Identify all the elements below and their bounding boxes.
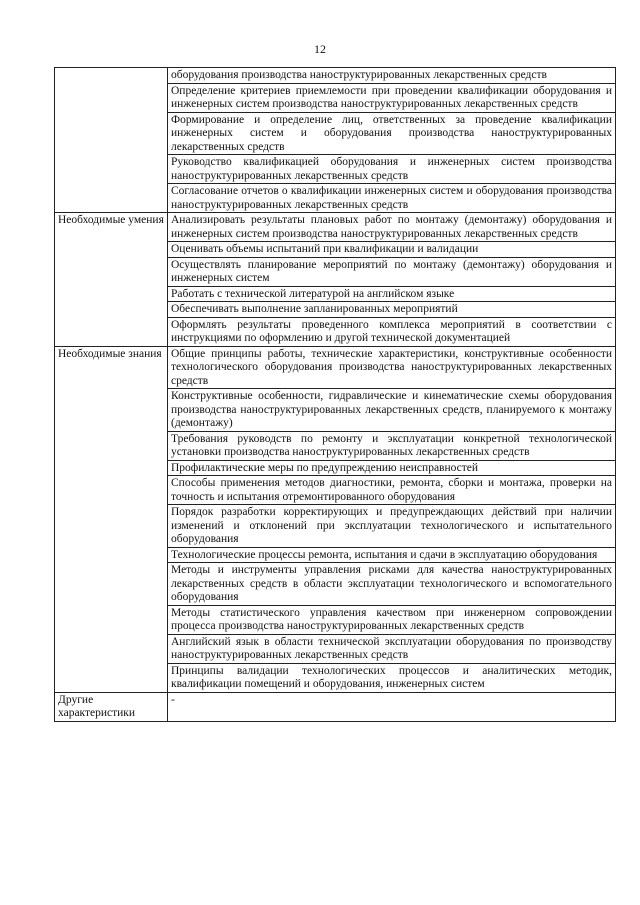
table-cell: Принципы валидации технологических процессов и аналитических методик, квалификации помещений и оборудования, инженерных систем bbox=[168, 663, 616, 692]
table-cell: Осуществлять планирование мероприятий по монтажу (демонтажу) оборудования и инженерных систем bbox=[168, 257, 616, 286]
table-cell: Согласование отчетов о квалификации инженерных систем и оборудования производства наноструктурированных лекарственных средств bbox=[168, 184, 616, 213]
competency-table bbox=[54, 67, 616, 722]
skills-label: Необходимые умения bbox=[55, 213, 168, 347]
table-cell: Методы и инструменты управления рисками для качества наноструктурированных лекарственных средств в области эксплуатации технологического и вспомогательного оборудования bbox=[168, 563, 616, 606]
table-cell: Требования руководств по ремонту и эксплуатации конкретной технологической установки производства наноструктурированных лекарственных средств bbox=[168, 431, 616, 460]
page-number: 12 bbox=[314, 42, 326, 56]
table-cell: Определение критериев приемлемости при проведении квалификации оборудования и инженерных систем производства наноструктурированных лекарственных средств bbox=[168, 83, 616, 112]
table-cell: Конструктивные особенности, гидравлические и кинематические схемы оборудования производства наноструктурированных лекарственных средств, планируемого к монтажу (демонтажу) bbox=[168, 389, 616, 432]
table-cell: - bbox=[168, 692, 616, 721]
table-cell: оборудования производства наноструктурированных лекарственных средств bbox=[168, 68, 616, 84]
table-cell: Руководство квалификацией оборудования и инженерных систем производства наноструктурированных лекарственных средств bbox=[168, 155, 616, 184]
knowledge-label: Необходимые знания bbox=[55, 346, 168, 692]
table-row bbox=[55, 692, 616, 721]
table-cell: Оценивать объемы испытаний при квалификации и валидации bbox=[168, 242, 616, 258]
table-cell: Оформлять результаты проведенного комплекса мероприятий в соответствии с инструкциями по оформлению и другой технической документацией bbox=[168, 317, 616, 346]
table-cell: Способы применения методов диагностики, ремонта, сборки и монтажа, проверки на точность и испытания отремонтированного оборудования bbox=[168, 476, 616, 505]
table-cell: Технологические процессы ремонта, испытания и сдачи в эксплуатацию оборудования bbox=[168, 547, 616, 563]
table-cell: Работать с технической литературой на английском языке bbox=[168, 286, 616, 302]
table-row bbox=[55, 346, 616, 389]
table-cell: Формирование и определение лиц, ответственных за проведение квалификации инженерных систем и оборудования производства наноструктурированных лекарственных средств bbox=[168, 112, 616, 155]
table-cell: Профилактические меры по предупреждению неисправностей bbox=[168, 460, 616, 476]
other-label: Другие характеристики bbox=[55, 692, 168, 721]
table-cell: Английский язык в области технической эксплуатации оборудования по производству наноструктурированных лекарственных средств bbox=[168, 634, 616, 663]
table-cell: Обеспечивать выполнение запланированных мероприятий bbox=[168, 302, 616, 318]
row-label-empty bbox=[55, 68, 168, 213]
table-row bbox=[55, 68, 616, 84]
table-cell: Методы статистического управления качеством при инженерном сопровождении процесса производства наноструктурированных лекарственных средств bbox=[168, 605, 616, 634]
table-cell: Порядок разработки корректирующих и предупреждающих действий при наличии изменений и отклонений при эксплуатации технологического и испытательного оборудования bbox=[168, 505, 616, 548]
table-cell: Анализировать результаты плановых работ по монтажу (демонтажу) оборудования и инженерных систем производства наноструктурированных лекарственных средств bbox=[168, 213, 616, 242]
table-cell: Общие принципы работы, технические характеристики, конструктивные особенности технологического оборудования производства наноструктурированных лекарственных средств bbox=[168, 346, 616, 389]
table-row bbox=[55, 213, 616, 242]
